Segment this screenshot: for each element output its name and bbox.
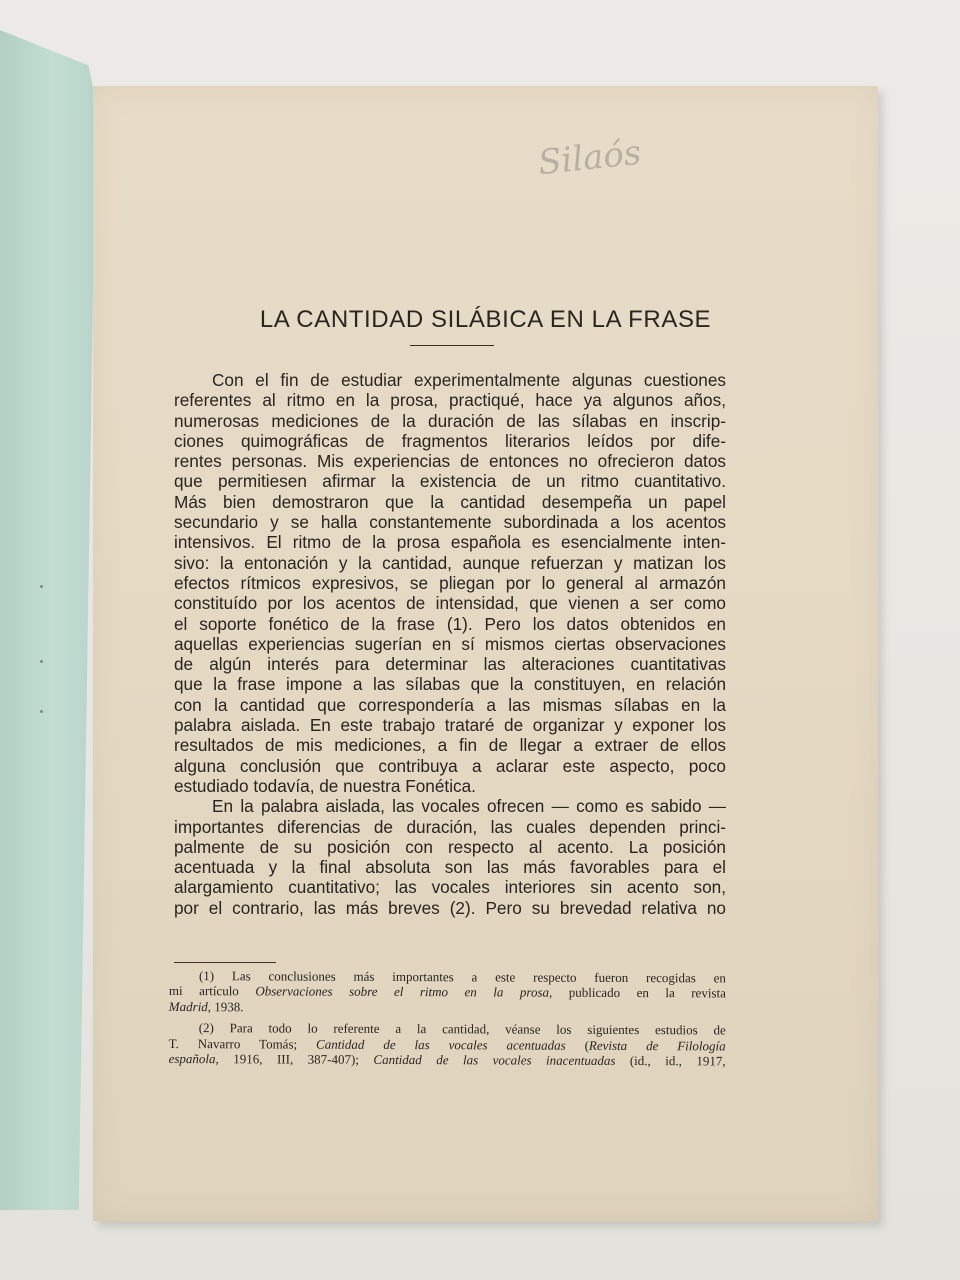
text-line: resultados de mis mediciones, a fin de llegar a extraer de ellos [174,735,726,756]
text-line: acentuada y la final absoluta son las más favorables para el [174,857,726,878]
text-line: de algún interés para determinar las alteraciones cuantitativas [174,654,726,675]
text-line: importantes diferencias de duración, las cuales dependen princi- [174,816,726,837]
text-line: palmente de su posición con respecto al acento. La posición [174,836,726,857]
body-text [174,370,726,918]
text-line: referentes al ritmo en la prosa, practiqué, hace ya algunos años, [174,390,726,411]
text-line: el soporte fonético de la frase (1). Pero los datos obtenidos en [174,613,726,634]
text-line: Más bien demostraron que la cantidad desempeña un papel [174,491,726,512]
text-line: secundario y se halla constantemente subordinada a los acentos [174,512,726,533]
footnote-line: española, 1916, III, 387-407); Cantidad de las vocales inacentuadas (id., id., 1917, [168,1050,726,1069]
text-line: alguna conclusión que contribuya a aclarar este aspecto, poco [174,755,726,776]
text-line: que permitiesen afirmar la existencia de un ritmo cuantitativo. [174,471,726,492]
footnote-divider [174,962,276,963]
text-line: intensivos. El ritmo de la prosa española es esencialmente inten- [174,532,726,553]
title-divider [410,345,494,346]
text-line: por el contrario, las más breves (2). Pero su brevedad relativa no [174,897,726,918]
text-line: numerosas mediciones de la duración de las sílabas en inscrip- [174,410,726,431]
text-line: aquellas experiencias sugerían en sí mismos ciertas observaciones [174,633,726,654]
footnote-line: mi artículo Observaciones sobre el ritmo en la prosa, publicado en la revista [168,983,726,1001]
text-line: que la frase impone a las sílabas que la constituyen, en relación [174,674,726,695]
text-line: Con el fin de estudiar experimentalmente algunas cuestiones [212,370,726,390]
footnote-line: (1) Las conclusiones más importantes a este respecto fueron recogidas en [198,968,726,986]
staple-hole [40,710,43,713]
footnotes [169,968,726,1069]
text-line: rentes personas. Mis experiencias de entonces no ofrecieron datos [174,451,726,472]
text-line: ciones quimográficas de fragmentos literarios leídos por dife- [174,430,726,451]
text-line: sivo: la entonación y la cantidad, aunque refuerzan y matizan los [174,552,726,573]
text-line: efectos rítmicos expresivos, se pliegan por lo general al armazón [174,572,726,593]
text-line: palabra aislada. En este trabajo trataré de organizar y exponer los [174,715,726,736]
staple-hole [40,660,43,663]
footnote-line: (2) Para todo lo referente a la cantidad, véanse los siguientes estudios de [198,1020,726,1038]
page-title: LA CANTIDAD SILÁBICA EN LA FRASE [259,306,712,333]
text-line: alargamiento cuantitativo; las vocales interiores sin acento son, [174,877,726,898]
footnote-line: T. Navarro Tomás; Cantidad de las vocales acentuadas (Revista de Filología [168,1035,726,1053]
text-line: constituído por los acentos de intensidad, que vienen a ser como [174,593,726,614]
footnote-line: Madrid, 1938. [168,998,244,1015]
text-line: con la cantidad que correspondería a las mismas sílabas en la [174,694,726,715]
svg-text:Silaós: Silaós [536,132,644,184]
document-page [93,86,878,1221]
text-line: estudiado todavía, de nuestra Fonética. [174,775,476,796]
staple-hole [40,585,43,588]
text-line: En la palabra aislada, las vocales ofrecen — como es sabido — [212,796,726,817]
pencil-annotation [535,118,700,194]
